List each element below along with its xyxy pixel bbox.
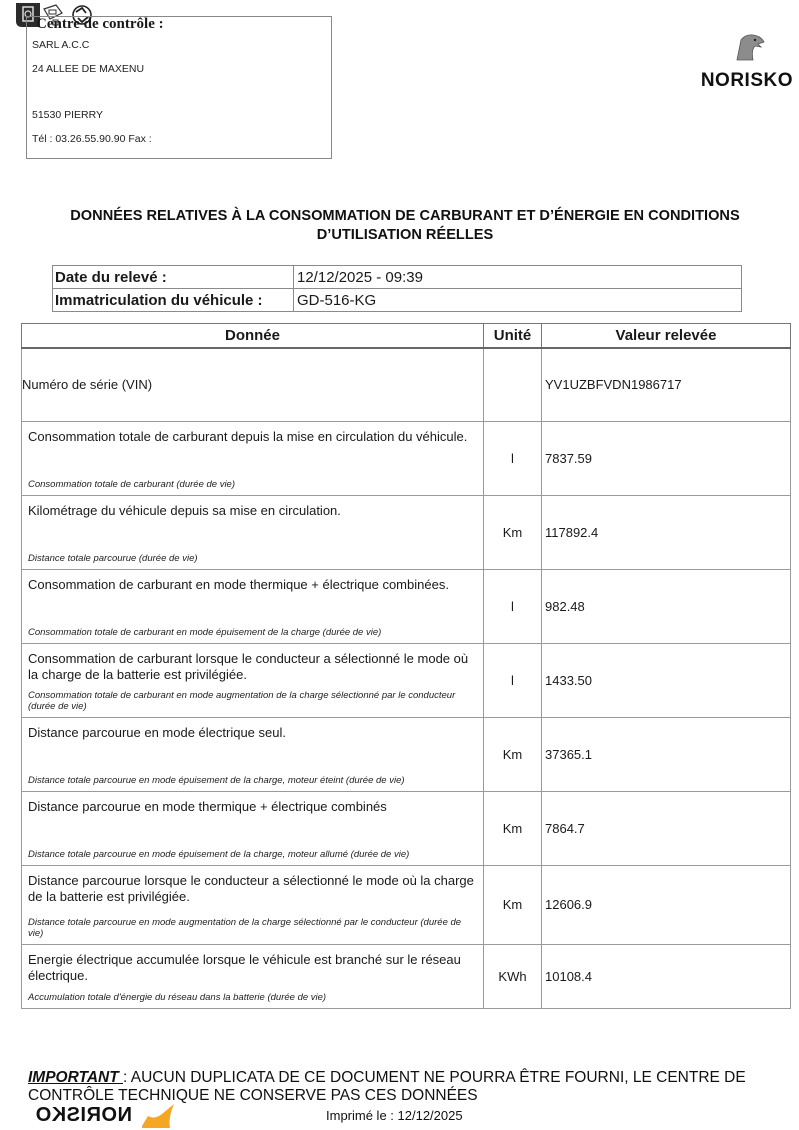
table-row	[22, 569, 791, 643]
row-sublabel: Distance totale parcourue en mode épuisement de la charge, moteur allumé (durée de vie)	[28, 849, 410, 860]
important-text: : AUCUN DUPLICATA DE CE DOCUMENT NE POURRA ÊTRE FOURNI, LE CENTRE DE CONTRÔLE TECHNIQUE NE CONSERVE PAS CES DONNÉES	[28, 1069, 746, 1104]
table-row	[22, 495, 791, 569]
table-row	[22, 421, 791, 495]
table-row-vin	[22, 348, 791, 421]
row-description-cell	[22, 717, 484, 791]
row-unit: l	[484, 421, 542, 495]
norisko-footer-logo	[12, 1104, 182, 1130]
row-value: 7864.7	[542, 791, 791, 865]
row-sublabel: Consommation totale de carburant en mode augmentation de la charge sélectionné par le conducteur (durée de vie)	[28, 689, 456, 712]
row-unit: Km	[484, 717, 542, 791]
company-phone-fax: Tél : 03.26.55.90.90 Fax :	[32, 133, 152, 145]
reading-info-table	[52, 265, 742, 312]
printed-date: Imprimé le : 12/12/2025	[326, 1108, 463, 1123]
reading-date-value: 12/12/2025 - 09:39	[294, 266, 742, 289]
row-label: Distance parcourue en mode thermique + électrique combinés	[28, 798, 387, 814]
vin-value: YV1UZBFVDN1986717	[542, 348, 791, 421]
row-value: 10108.4	[542, 944, 791, 1008]
row-description-cell	[22, 791, 484, 865]
row-value: 37365.1	[542, 717, 791, 791]
document-title-line2: D’UTILISATION RÉELLES	[316, 227, 494, 243]
control-center-title: Centre de contrôle :	[36, 16, 164, 32]
table-row	[22, 865, 791, 944]
company-city: 51530 PIERRY	[32, 109, 104, 121]
important-label: IMPORTANT	[28, 1069, 124, 1086]
row-label: Energie électrique accumulée lorsque le véhicule est branché sur le réseau électrique.	[28, 951, 461, 983]
row-sublabel: Consommation totale de carburant (durée de vie)	[28, 479, 236, 490]
table-row	[22, 717, 791, 791]
company-name: SARL A.C.C	[32, 39, 90, 51]
row-label: Consommation de carburant en mode thermique + électrique combinées.	[28, 576, 449, 592]
row-unit: Km	[484, 791, 542, 865]
row-description-cell	[22, 944, 484, 1008]
row-value: 1433.50	[542, 643, 791, 717]
row-value: 12606.9	[542, 865, 791, 944]
document-title-line1: DONNÉES RELATIVES À LA CONSOMMATION DE CARBURANT ET D’ÉNERGIE EN CONDITIONS	[70, 208, 740, 224]
row-description-cell	[22, 569, 484, 643]
row-value: 982.48	[542, 569, 791, 643]
row-description-cell	[22, 421, 484, 495]
table-header-row	[22, 324, 791, 349]
row-sublabel: Consommation totale de carburant en mode épuisement de la charge (durée de vie)	[28, 627, 382, 638]
table-row	[22, 944, 791, 1008]
header-data: Donnée	[22, 324, 484, 349]
norisko-footer-logo-text: NORISKO	[35, 1104, 132, 1126]
consumption-data-table	[21, 323, 791, 1009]
row-label: Kilométrage du véhicule depuis sa mise en circulation.	[28, 502, 341, 518]
row-label: Distance parcourue lorsque le conducteur a sélectionné le mode où la charge de la batterie est privilégiée.	[28, 872, 474, 904]
table-row	[22, 791, 791, 865]
header-value: Valeur relevée	[542, 324, 791, 349]
table-row	[22, 643, 791, 717]
company-address: 24 ALLEE DE MAXENU	[32, 63, 145, 75]
row-description-cell	[22, 495, 484, 569]
header-unit: Unité	[484, 324, 542, 349]
reading-date-label: Date du relevé :	[53, 266, 294, 289]
row-unit: l	[484, 569, 542, 643]
row-sublabel: Accumulation totale d'énergie du réseau dans la batterie (durée de vie)	[28, 992, 327, 1003]
row-label: Consommation de carburant lorsque le conducteur a sélectionné le mode où la charge de la batterie est privilégiée.	[28, 650, 469, 682]
row-description-cell	[22, 865, 484, 944]
row-sublabel: Distance totale parcourue en mode épuisement de la charge, moteur éteint (durée de vie)	[28, 775, 405, 786]
row-unit: Km	[484, 495, 542, 569]
plate-row	[53, 289, 742, 312]
row-label: Consommation totale de carburant depuis la mise en circulation du véhicule.	[28, 428, 468, 444]
row-unit: l	[484, 643, 542, 717]
norisko-accent-shape-icon	[140, 1104, 176, 1128]
vin-label: Numéro de série (VIN)	[22, 348, 484, 421]
vin-unit	[484, 348, 542, 421]
row-unit: Km	[484, 865, 542, 944]
row-value: 7837.59	[542, 421, 791, 495]
row-value: 117892.4	[542, 495, 791, 569]
row-label: Distance parcourue en mode électrique seul.	[28, 724, 286, 740]
row-sublabel: Distance totale parcourue (durée de vie)	[28, 553, 198, 564]
norisko-logo	[683, 30, 793, 92]
important-notice	[28, 1069, 788, 1105]
row-unit: KWh	[484, 944, 542, 1008]
eagle-head-icon	[731, 32, 765, 62]
document-title	[20, 207, 790, 245]
row-sublabel: Distance totale parcourue en mode augmentation de la charge sélectionné par le conducteur (durée de vie)	[28, 916, 462, 939]
reading-date-row	[53, 266, 742, 289]
norisko-logo-text: NORISKO	[700, 70, 793, 91]
plate-value: GD-516-KG	[294, 289, 742, 312]
row-description-cell	[22, 643, 484, 717]
plate-label: Immatriculation du véhicule :	[53, 289, 294, 312]
